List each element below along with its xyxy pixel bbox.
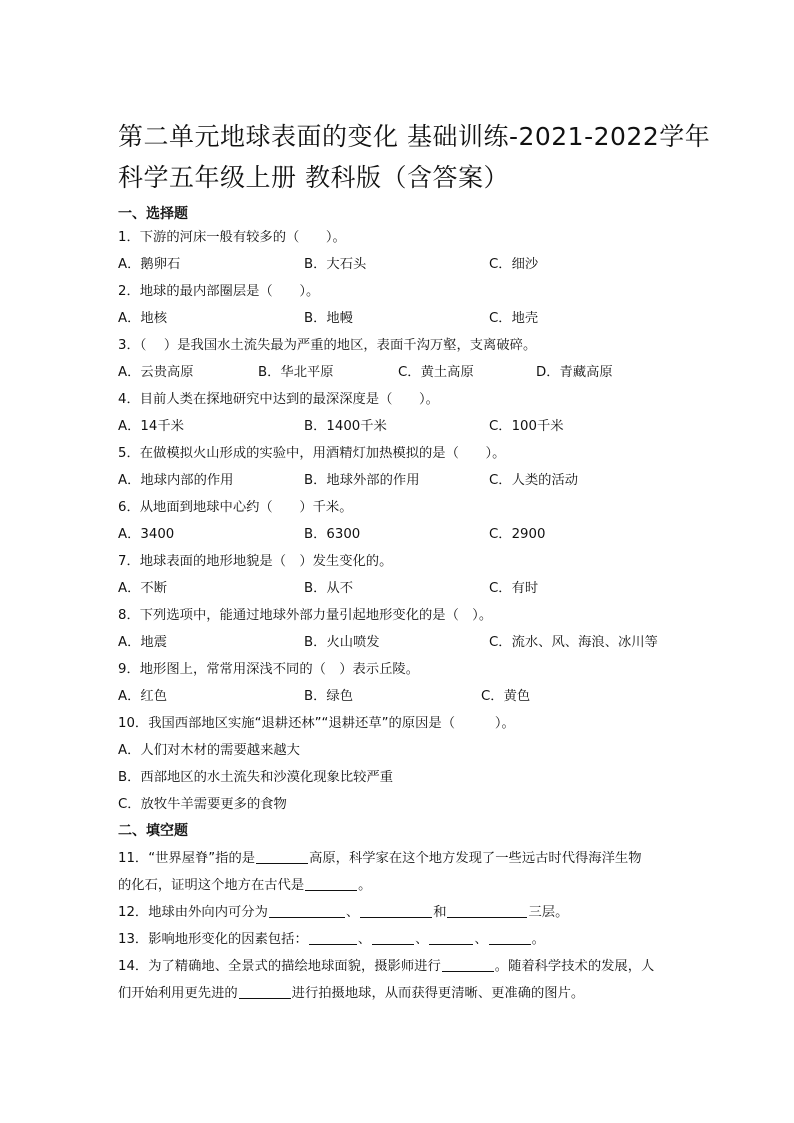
option-4a: A．14千米 xyxy=(118,419,184,434)
option-5b: B．地球外部的作用 xyxy=(304,473,420,488)
answer-blank xyxy=(360,903,432,918)
option-1a: A．鹅卵石 xyxy=(118,257,181,272)
option-6a: A．3400 xyxy=(118,527,175,542)
option-2c: C．地壳 xyxy=(489,311,539,326)
q13-end: 。 xyxy=(531,932,545,947)
q14-text-d: 进行拍摄地球，从而获得更清晰、更准确的图片。 xyxy=(291,986,585,1001)
option-9c: C．黄色 xyxy=(481,689,531,704)
question-stem-5: 5．在做模拟火山形成的实验中，用酒精灯加热模拟的是（ ）。 xyxy=(118,446,506,461)
answer-blank xyxy=(489,930,531,945)
q14-text-c: 们开始利用更先进的 xyxy=(118,986,238,1001)
q13-sep: 、 xyxy=(415,932,429,947)
option-2a: A．地核 xyxy=(118,311,167,326)
question-stem-10: 10．我国西部地区实施“退耕还林”“退耕还草”的原因是（ ）。 xyxy=(118,716,515,731)
fill-question-14-cont xyxy=(118,982,584,1001)
option-3d: D．青藏高原 xyxy=(536,365,613,380)
answer-blank xyxy=(309,930,357,945)
q13-sep: 、 xyxy=(357,932,372,947)
fill-question-14 xyxy=(118,955,654,974)
option-8c: C．流水、风、海浪、冰川等 xyxy=(489,635,658,650)
question-stem-8: 8．下列选项中，能通过地球外部力量引起地形变化的是（ ）。 xyxy=(118,608,493,623)
document-title xyxy=(118,116,711,198)
option-10c: C．放牧牛羊需要更多的食物 xyxy=(118,797,287,812)
answer-blank xyxy=(372,930,414,945)
option-8a: A．地震 xyxy=(118,635,167,650)
answer-blank xyxy=(305,876,357,891)
option-1b: B．大石头 xyxy=(304,257,367,272)
q12-text-b: 、 xyxy=(345,905,360,920)
option-4c: C．100千米 xyxy=(489,419,564,434)
q13-text-a: 13．影响地形变化的因素包括： xyxy=(118,932,308,947)
q14-text-a: 14．为了精确地、全景式的描绘地球面貌，摄影师进行 xyxy=(118,959,441,974)
fill-question-13 xyxy=(118,928,545,947)
question-stem-3: 3．（ ）是我国水土流失最为严重的地区，表面千沟万壑，支离破碎。 xyxy=(118,338,537,353)
answer-blank xyxy=(256,849,308,864)
q11-text-b: 高原，科学家在这个地方发现了一些远古时代得海洋生物 xyxy=(309,851,642,866)
option-9b: B．绿色 xyxy=(304,689,354,704)
option-7c: C．有时 xyxy=(489,581,539,596)
question-stem-6: 6．从地面到地球中心约（ ）千米。 xyxy=(118,500,353,515)
option-5c: C．人类的活动 xyxy=(489,473,579,488)
question-stem-2: 2．地球的最内部圈层是（ ）。 xyxy=(118,284,320,299)
option-3c: C．黄土高原 xyxy=(398,365,474,380)
question-stem-1: 1．下游的河床一般有较多的（ ）。 xyxy=(118,230,346,245)
question-stem-7: 7．地球表面的地形地貌是（ ）发生变化的。 xyxy=(118,554,393,569)
section-heading-fill: 二、填空题 xyxy=(118,823,188,839)
q14-text-b: 。随着科学技术的发展，人 xyxy=(494,959,655,974)
answer-blank xyxy=(239,984,291,999)
option-7b: B．从不 xyxy=(304,581,354,596)
option-2b: B．地幔 xyxy=(304,311,354,326)
question-stem-4: 4．目前人类在探地研究中达到的最深深度是（ ）。 xyxy=(118,392,439,407)
option-5a: A．地球内部的作用 xyxy=(118,473,234,488)
option-9a: A．红色 xyxy=(118,689,167,704)
section-heading-choice: 一、选择题 xyxy=(118,206,188,222)
title-line-1: 第二单元地球表面的变化 基础训练-2021-2022学年 xyxy=(118,122,711,151)
q11-text-d: 。 xyxy=(358,878,372,893)
answer-blank xyxy=(269,903,345,918)
option-10a: A．人们对木材的需要越来越大 xyxy=(118,743,300,758)
q12-text-c: 和 xyxy=(433,905,447,920)
option-6b: B．6300 xyxy=(304,527,361,542)
answer-blank xyxy=(447,903,527,918)
q11-text-c: 的化石，证明这个地方在古代是 xyxy=(118,878,305,893)
answer-blank xyxy=(429,930,473,945)
question-stem-9: 9．地形图上，常常用深浅不同的（ ）表示丘陵。 xyxy=(118,662,419,677)
option-3a: A．云贵高原 xyxy=(118,365,194,380)
q12-text-a: 12．地球由外向内可分为 xyxy=(118,905,268,920)
option-7a: A．不断 xyxy=(118,581,167,596)
option-6c: C．2900 xyxy=(489,527,546,542)
q13-sep: 、 xyxy=(474,932,488,947)
answer-blank xyxy=(442,957,494,972)
q11-text-a: 11．“世界屋脊”指的是 xyxy=(118,851,256,866)
fill-question-11-cont xyxy=(118,874,371,893)
fill-question-12 xyxy=(118,901,568,920)
q12-text-d: 三层。 xyxy=(528,905,569,920)
fill-question-11 xyxy=(118,847,642,866)
option-3b: B．华北平原 xyxy=(258,365,334,380)
option-4b: B．1400千米 xyxy=(304,419,387,434)
option-10b: B．西部地区的水土流失和沙漠化现象比较严重 xyxy=(118,770,394,785)
option-1c: C．细沙 xyxy=(489,257,539,272)
option-8b: B．火山喷发 xyxy=(304,635,380,650)
title-line-2: 科学五年级上册 教科版（含答案） xyxy=(118,163,509,192)
